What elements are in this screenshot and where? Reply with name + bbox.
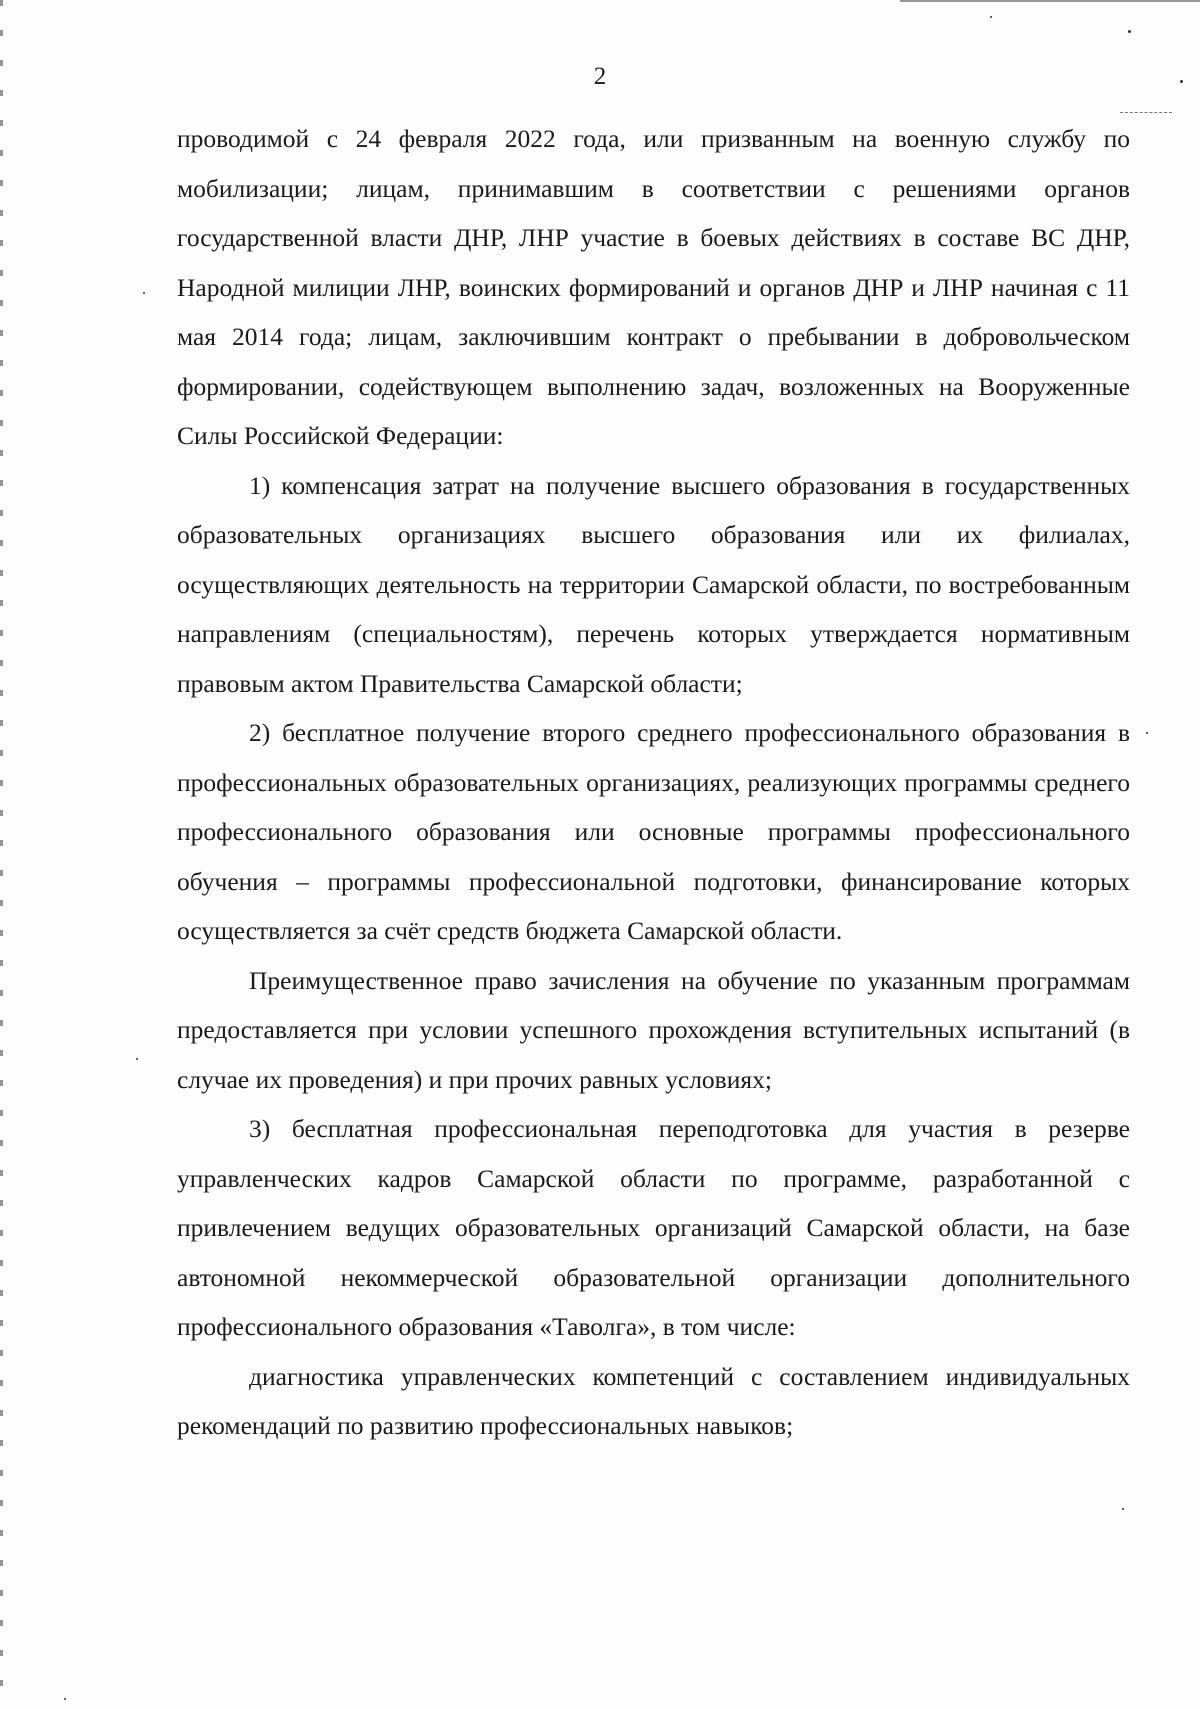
scan-speck (1146, 732, 1148, 734)
scan-speck (143, 292, 145, 294)
scan-speck (1128, 30, 1131, 33)
page-number: 2 (593, 63, 607, 90)
scan-speck (64, 1698, 66, 1700)
paragraph-item-2: 2) бесплатное получение второго среднего профессионального образования в профессиональных образовательных организациях, реализующих программы среднего профессионального образования или основные программы профессионального обучения – программы профессиональной подготовки, финансирование которых осуществляется за счёт средств бюджета Самарской области. (177, 718, 1130, 945)
paragraph-continuation: проводимой с 24 февраля 2022 года, или призванным на военную службу по мобилизации; лицам, принимавшим в соответствии с решениями органов государственной власти ДНР, ЛНР участие в боевых действиях в составе ВС ДНР, Народной милиции ЛНР, воинских формирований и органов ДНР и ЛНР начиная с 11 мая 2014 года; лицам, заключившим контракт о пребывании в добровольческом формировании, содействующем выполнению задач, возложенных на Вооруженные Силы Российской Федерации: (177, 124, 1130, 450)
paragraph-diagnostics: диагностика управленческих компетенций с составлением индивидуальных рекомендаций по развитию профессиональных навыков; (177, 1361, 1130, 1440)
scan-edge-artifact (0, 0, 3, 1709)
scan-speck (990, 16, 992, 18)
paragraph-item-1: 1) компенсация затрат на получение высшего образования в государственных образовательных организациях высшего образования или их филиалах, осуществляющих деятельность на территории Самарской области, по востребованным направлениям (специальностям), перечень которых утверждается нормативным правовым актом Правительства Самарской области; (177, 470, 1130, 698)
paragraph-item-3: 3) бесплатная профессиональная переподготовка для участия в резерве управленческих кадров Самарской области по программе, разработанной с привлечением ведущих образовательных организаций Самарской области, на базе автономной некоммерческой образовательной организации дополнительного профессионального образования «Таволга», в том числе: (177, 1114, 1130, 1341)
scan-speck (1122, 1508, 1124, 1510)
scan-speck (136, 1058, 138, 1060)
scan-top-rule-artifact (900, 0, 1200, 2)
paragraph-priority-right: Преимущественное право зачисления на обучение по указанным программам предоставляется при условии успешного прохождения вступительных испытаний (в случае их проведения) и при прочих равных условиях; (177, 965, 1130, 1094)
document-body (177, 114, 1130, 1451)
